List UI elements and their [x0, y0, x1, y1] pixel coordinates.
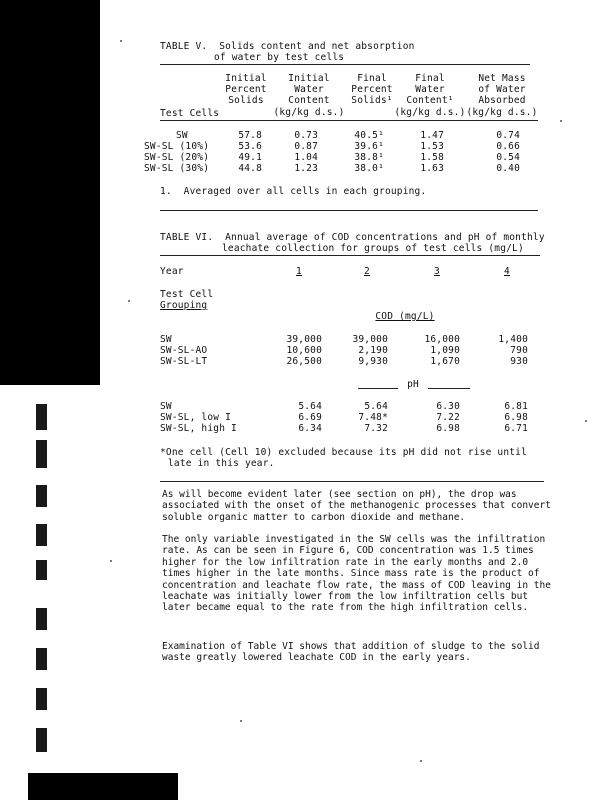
scan-speck — [585, 420, 587, 422]
binding-mark — [36, 560, 47, 580]
scan-speck — [128, 300, 130, 302]
table-vi-title: TABLE VI. Annual average of COD concentrations and pH of monthly — [160, 232, 545, 243]
table-v-title-2: of water by test cells — [214, 52, 345, 63]
year-header: 1 — [296, 266, 302, 277]
rule — [160, 481, 544, 482]
table-vi-footnote-2: late in this year. — [168, 458, 275, 469]
rule — [160, 255, 540, 256]
binding-mark — [36, 728, 47, 752]
cod-section-label: COD (mg/L) — [375, 311, 435, 322]
year-header: 2 — [364, 266, 370, 277]
scan-speck — [240, 720, 242, 722]
ph-section-label: pH — [398, 379, 428, 390]
body-paragraph: Examination of Table VI shows that addition of sludge to the solid waste greatly lowered leachate COD in the early years. — [162, 641, 540, 664]
year-label: Year — [160, 266, 184, 277]
binding-mark — [36, 440, 47, 468]
scan-bottom-black — [28, 773, 178, 800]
grouping-label: Test Cell — [160, 289, 214, 300]
rule — [160, 210, 538, 211]
column-header-test-cells: Test Cells — [160, 108, 220, 119]
rule — [160, 120, 538, 121]
rule — [160, 64, 530, 65]
binding-mark — [36, 688, 47, 710]
table-vi-title-2: leachate collection for groups of test cells (mg/L) — [222, 243, 524, 254]
binding-mark — [36, 524, 47, 546]
binding-mark — [36, 608, 47, 630]
year-header: 3 — [434, 266, 440, 277]
scan-speck — [110, 560, 112, 562]
binding-mark — [36, 485, 47, 507]
scan-speck — [120, 40, 122, 42]
table-v-title: TABLE V. Solids content and net absorption — [160, 41, 415, 52]
scan-speck — [420, 760, 422, 762]
year-header: 4 — [504, 266, 510, 277]
table-v-footnote: 1. Averaged over all cells in each grouping. — [160, 186, 427, 197]
scan-margin-black — [0, 0, 100, 385]
body-paragraph: The only variable investigated in the SW cells was the infiltration rate. As can be seen in Figure 6, COD concentration was 1.5 times higher for the low infiltration rate in the early months and 2.0 times higher in the late months. Since mass rate is the product of concentration and leachate flow rate, the mass of COD leaving in the leachate was initially lower from the low infiltration cells but later became equal to the rate from the high infiltration cells. — [162, 534, 551, 614]
scan-speck — [560, 120, 562, 122]
binding-mark — [36, 648, 47, 670]
table-vi-footnote: *One cell (Cell 10) excluded because its pH did not rise until — [160, 447, 528, 458]
body-paragraph: As will become evident later (see section on pH), the drop was associated with the onset of the methanogenic processes that convert soluble organic matter to carbon dioxide and methane. — [162, 489, 551, 523]
binding-mark — [36, 404, 47, 430]
grouping-label-2: Grouping — [160, 300, 208, 311]
